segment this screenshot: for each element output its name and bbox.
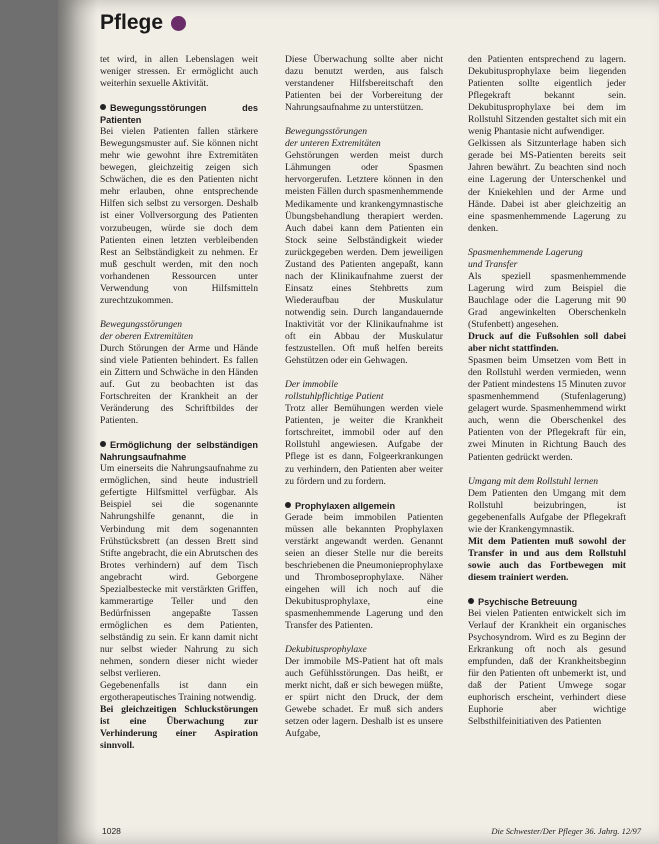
subheading: rollstuhlpflichtige Patient [285,391,384,403]
paragraph-bold: Bei gleichzeitigen Schluckstörungen ist eine Überwachung zur Verhinderung einer Aspiration sinnvoll. [100,704,258,752]
paragraph: Spasmen beim Umsetzen vom Bett in den Rollstuhl werden vermieden, wenn der Patient mindestens 15 Minuten zuvor spasmenhemmend (Stufenlagerung) gelagert wurde. Spasmenhemmend wirkt auch, wenn die Oberschenkel des Patienten von der Pflegekraft für ein, zwei Minuten in Richtung Bauch des Patienten gedrückt werden. [468,355,627,463]
section-heading: Ermöglichung der selbständigen Nahrungsaufnahme [100,440,258,463]
paragraph: Als speziell spasmenhemmende Lagerung wird zum Beispiel die Bauchlage oder die Lagerung mit 90 Grad angewinkelten Oberschenkeln (Stufenbett) angesehen. [468,270,626,330]
paragraph: Gegebenenfalls ist dann ein ergotherapeutisches Training notwendig. [100,680,258,704]
document-page [58,0,659,844]
paragraph: tet wird, in allen Lebenslagen weit weniger stressen. Er ermöglicht auch weiterhin sexuelle Aktivität. [100,54,258,90]
paragraph-bold: Mit dem Patienten muß sowohl der Transfer in und aus dem Rollstuhl sowie auch das Fortbewegen mit diesem trainiert werden. [468,535,626,583]
subheading: Bewegungsstörungen [100,318,183,330]
section-heading: Psychische Betreuung [468,596,626,608]
bullet-icon [285,502,291,508]
paragraph: Gelkissen als Sitzunterlage haben sich gerade bei MS-Patienten bereits seit Jahren bewährt. Zu beachten sind noch eine Lagerung der Unterschenkel und der Kniekehlen und der Arme und Hände. Dabei ist aber gleichzeitig an eine spasmenhemmende Lagerung zu denken. [468,138,626,234]
subheading: und Transfer [468,258,518,270]
section-dot-icon [171,16,186,31]
subheading: der unteren Extremitäten [285,138,381,150]
bullet-icon [100,104,106,110]
paragraph: Durch Störungen der Arme und Hände sind viele Patienten behindert. Es fallen ein Zittern und Schwäche in den Händen auf. Gut zu beobachten ist das Fortschreiten der Krankheit an der Veränderung des Schriftbildes der Patienten. [100,342,258,427]
section-heading: Bewegungsstörungen des Patienten [100,103,258,126]
journal-citation: Die Schwester/Der Pfleger 36. Jahrg. 12/97 [491,826,641,836]
paragraph-bold: Druck auf die Fußsohlen soll dabei aber nicht stattfinden. [468,331,626,355]
subheading: Umgang mit dem Rollstuhl lernen [468,475,599,487]
section-heading: Prophylaxen allgemein [285,500,443,512]
section-title: Pflege [100,11,164,34]
bullet-icon [100,441,106,447]
column-2 [285,54,443,740]
paragraph: Diese Überwachung sollte aber nicht dazu benutzt werden, aus falsch verstandener Hilfsbereitschaft den Patienten bei der Vorbereitung der Nahrungsaufnahme zu unterstützen. [285,54,443,114]
subheading: der oberen Extremitäten [100,330,194,342]
paragraph: Gehstörungen werden meist durch Lähmungen oder Spasmen hervorgerufen. Letztere können in den meisten Fällen durch spasmenhemmende Medikamente und krankengymnastische Übungsbehandlung therapiert werden. Auch dabei kann dem Patienten ein Stock seine Selbständigkeit wieder zurückgegeben werden. Dem jeweiligen Zustand des Patienten angepaßt, kann nach der Klinikaufnahme zuerst der Einsatz eines Stehbretts zum Wiederaufbau der Muskulatur notwendig sein. Durch langandauernde Inaktivität vor der Klinikaufnahme ist oft ein Abbau der Muskulatur festzustellen. Oft muß helfen bereits Gehstützen oder ein Gehwagen. [285,150,443,367]
bullet-icon [468,598,474,604]
subheading: Spasmenhemmende Lagerung [468,246,583,258]
subheading: Bewegungsstörungen [285,126,368,138]
paragraph: Der immobile MS-Patient hat oft mals auch Gefühlsstörungen. Das heißt, er merkt nicht, daß er sich bewegen müßte, er spürt nicht den Druck, der dem Gewebe schadet. Er muß sich anders setzen oder lagern. Deshalb ist es unsere Aufgabe, [285,656,443,740]
paragraph: Gerade beim immobilen Patienten müssen alle bekannten Prophylaxen verstärkt angewandt werden. Genannt seien an dieser Stelle nur die bereits beschriebenen die Pneumonieprophylaxe und Thromboseprophylaxe. Näher eingehen will ich noch auf die Dekubitusprophylaxe, eine spasmenhemmende Lagerung und den Transfer des Patienten. [285,511,443,632]
paragraph: Bei vielen Patienten entwickelt sich im Verlauf der Krankheit ein organisches Psychosyndrom. Wird es zu Beginn der Erkrankung oft noch als gesund empfunden, daß der Krankheitsbeginn für den Patienten oft unbemerkt ist, und daß der Patient Umwege sogar euphorisch erscheint, verhindert diese Euphorie aber wichtige Selbsthilfeinitiativen des Patienten [468,607,626,728]
subheading: Der immobile [285,379,339,391]
paragraph: den Patienten entsprechend zu lagern. Dekubitusprophylaxe beim liegenden Patienten sollte eigentlich jeder Pflegekraft bekannt sein. Dekubitusprophylaxe bei dem im Rollstuhl Sitzenden gestaltet sich mit ein wenig Phantasie nicht aufwendiger. [468,54,626,138]
paragraph: Trotz aller Bemühungen werden viele Patienten, je weiter die Krankheit fortschreitet, immobil oder auf den Rollstuhl angewiesen. Aufgabe der Pflege ist es dann, Folgeerkrankungen zu verhindern, den Patienten aber weiter zu fördern und zu fordern. [285,403,443,487]
paragraph: Bei vielen Patienten fallen stärkere Bewegungsmuster auf. Sie können nicht mehr wie gewohnt ihre Extremitäten bewegen, gleichzeitig zeigen sich Schwächen, die es den Patienten nicht mehr erlauben, ohne entsprechende Hilfen sich selbst zu versorgen. Deshalb ist einer Vollversorgung des Patienten vorzubeugen, würde sie doch dem Patienten einen letzten verbleibenden Rest an Selbständigkeit zu nehmen. Er muß geschult werden, mit den noch vorhandenen Ressourcen unter Verwendung von Hilfsmitteln zurechtzukommen. [100,126,258,306]
page-gutter-shadow [58,0,98,844]
page-header [100,8,186,38]
paragraph: Dem Patienten den Umgang mit dem Rollstuhl beizubringen, ist gegebenenfalls Aufgabe der Pflegekraft wie der Krankengymnastik. [468,487,626,535]
column-3 [468,54,626,728]
page-number: 1028 [102,826,121,836]
column-1 [100,54,258,752]
paragraph: Um einerseits die Nahrungsaufnahme zu ermöglichen, sind heute industriell gefertigte Hilfsmittel verfügbar. Als Beispiel sei die sogenannte Nahrungshilfe genannt, die in Verbindung mit dem sogenannten Frühstücksbrett (an dessen Brett sind Stifte angebracht, die ein Abrutschen des Brotes verhindern) auf dem Tisch angebracht wird. Geborgene Spezialbestecke mit verstärkten Griffen, kammerartige Teller und den Bedürfnissen angepaßte Tassen ermöglichen es dem Patienten, selbständig zu sein. Er kann damit nicht nur selbst wieder Nahrung zu sich nehmen, sondern dieser nicht wieder selbst verlieren. [100,463,258,680]
subheading: Dekubitusprophylaxe [285,644,367,656]
